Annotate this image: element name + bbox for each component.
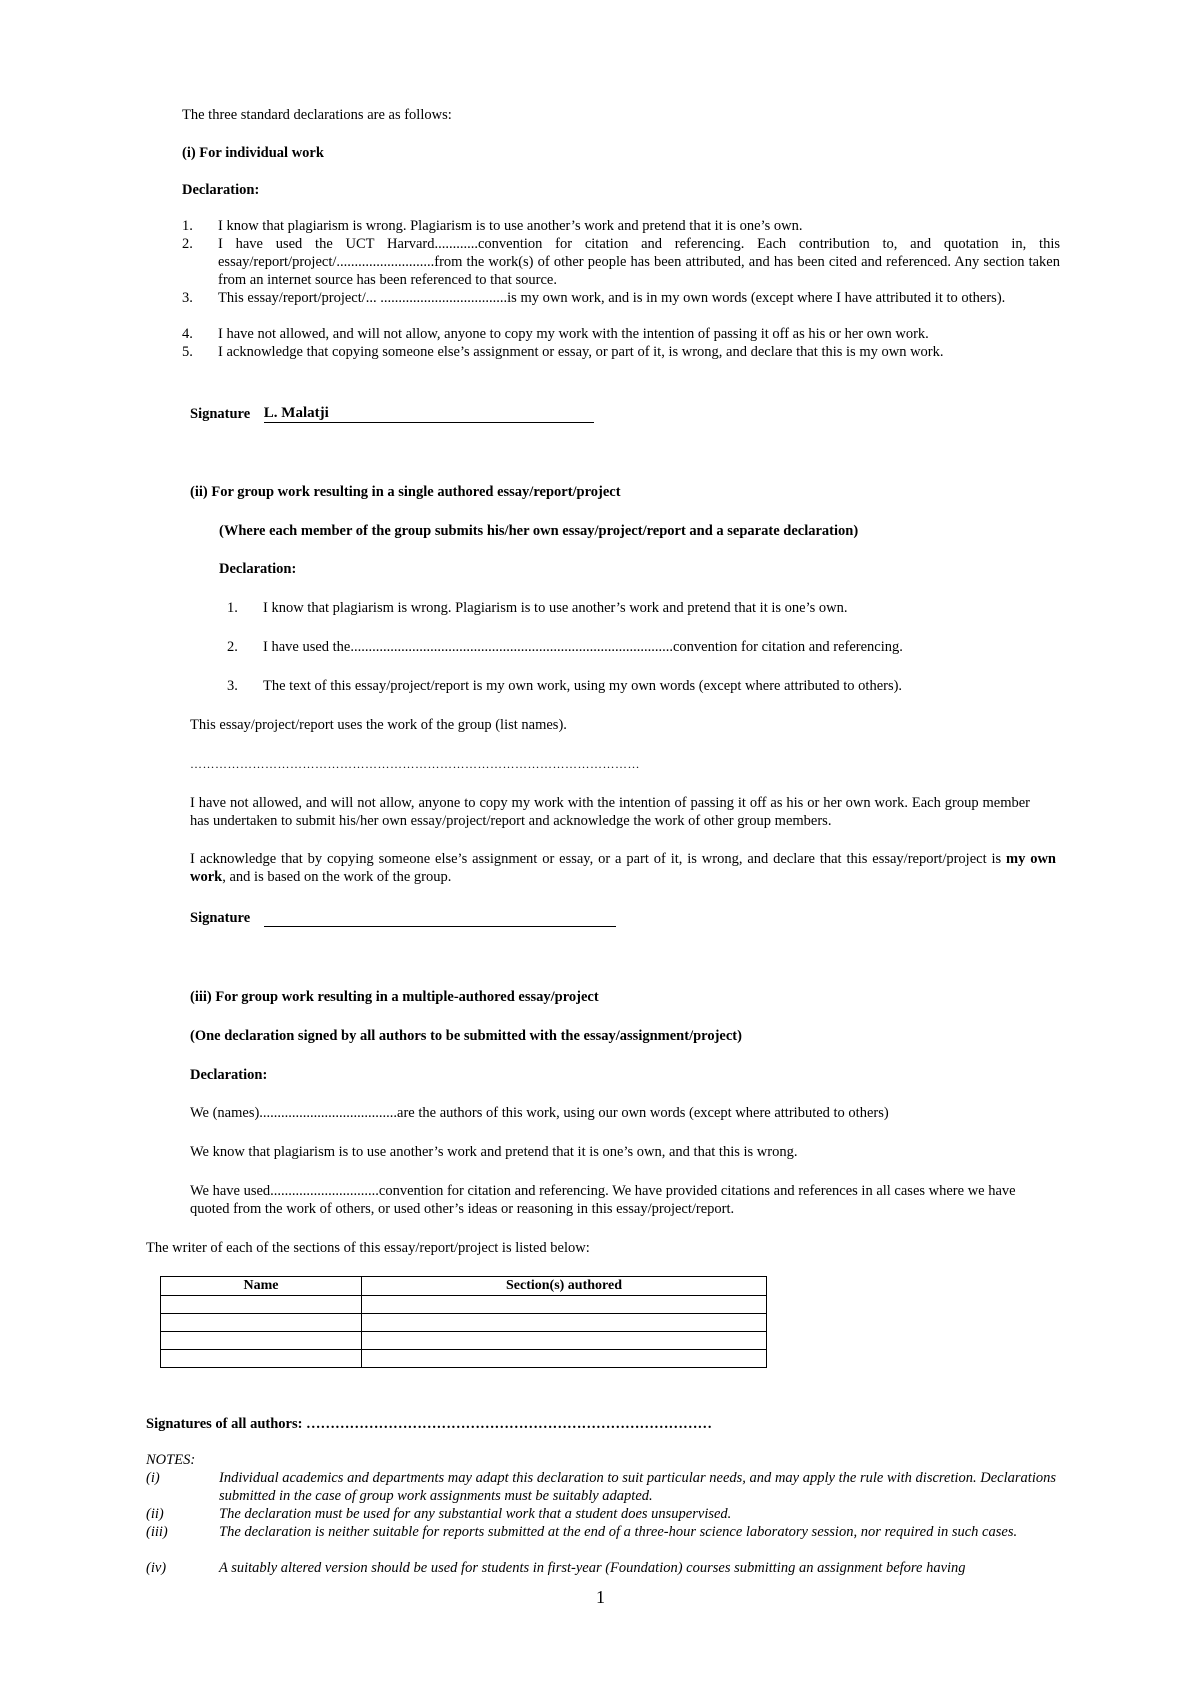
section-3-subheading: (One declaration signed by all authors to be submitted with the essay/assignment/project) <box>190 1028 742 1044</box>
name-cell[interactable] <box>161 1332 362 1350</box>
section-3-convention-text: We have used..............................convention for citation and referencing. We have provided citations and references in all cases where we have quoted from the work of others, or used other’s ideas or reasoning in this essay/project/report. <box>190 1183 1016 1217</box>
list-item: 1. I know that plagiarism is wrong. Plagiarism is to use another’s work and pretend that it is one’s own. <box>182 218 803 234</box>
name-cell[interactable] <box>161 1314 362 1332</box>
table-row[interactable] <box>161 1350 767 1368</box>
sections-cell[interactable] <box>362 1296 767 1314</box>
notes-list <box>146 1469 1056 1577</box>
section-3-plagiarism-text: We know that plagiarism is to use another’s work and pretend that it is one’s own, and that this is wrong. <box>190 1144 798 1160</box>
section-2-group-names-text: This essay/project/report uses the work of the group (list names). <box>190 717 567 733</box>
writers-intro: The writer of each of the sections of this essay/report/project is listed below: <box>146 1240 590 1256</box>
list-item: 4. I have not allowed, and will not allow, anyone to copy my work with the intention of passing it off as his or her own work. <box>182 326 929 342</box>
column-header-name: Name <box>161 1277 362 1296</box>
name-cell[interactable] <box>161 1296 362 1314</box>
list-item: 2. I have used the.........................................................................................convention for citation and referencing. <box>227 639 903 655</box>
section-2-signature: Signature <box>190 908 616 927</box>
note-item: (iii) The declaration is neither suitable for reports submitted at the end of a three-hour science laboratory session, nor required in such cases. <box>146 1524 1018 1540</box>
note-item: (iv) A suitably altered version should be used for students in first-year (Foundation) courses submitting an assignment before having <box>146 1560 966 1576</box>
section-3-names-text: We (names)......................................are the authors of this work, using our own words (except where attributed to others) <box>190 1105 889 1121</box>
section-2-subheading: (Where each member of the group submits his/her own essay/project/report and a separate declaration) <box>219 523 859 539</box>
note-item: (i) Individual academics and departments may adapt this declaration to suit particular needs, and may apply the rule with discretion. Declarations submitted in the case of group work assignments must be suitably adapted. <box>146 1470 1056 1504</box>
signature-value: L. Malatji <box>263 405 329 421</box>
list-item: 3. This essay/report/project/... ...................................is my own work, and is in my own words (except where I have attributed it to others). <box>182 290 1006 306</box>
table-row[interactable] <box>161 1314 767 1332</box>
sections-cell[interactable] <box>362 1350 767 1368</box>
table-header-row <box>161 1277 767 1296</box>
signature-line[interactable] <box>264 908 616 927</box>
section-1-signature: Signature L. Malatji <box>190 404 594 423</box>
name-cell[interactable] <box>161 1350 362 1368</box>
section-2-list <box>219 599 1039 695</box>
section-2-paragraph: I have not allowed, and will not allow, anyone to copy my work with the intention of passing it off as his or her own work. Each group member has undertaken to submit his/her own essay/project/report and acknowledge the work of other group members. <box>190 795 1030 829</box>
notes-label: NOTES: <box>146 1452 196 1468</box>
sections-cell[interactable] <box>362 1314 767 1332</box>
list-item: 2. I have used the UCT Harvard............convention for citation and referencing. Each contribution to, and quotation in, this essay/report/project/...........................from the work(s) of other people has been attributed, and has been cited and referenced. Any section taken from an internet source has been referenced to that source. <box>182 236 1060 288</box>
section-1-declaration-label: Declaration: <box>182 182 260 198</box>
table-row[interactable] <box>161 1296 767 1314</box>
section-1-heading: (i) For individual work <box>182 145 324 161</box>
section-2-dotted-line: ……………………………………………………………………………………………… <box>190 757 640 771</box>
section-2-declaration-label: Declaration: <box>219 561 297 577</box>
sections-table-wrapper <box>160 1276 767 1368</box>
signature-line <box>264 404 594 423</box>
list-item: 1. I know that plagiarism is wrong. Plagiarism is to use another’s work and pretend that it is one’s own. <box>227 600 848 616</box>
table-row[interactable] <box>161 1332 767 1350</box>
section-3-heading: (iii) For group work resulting in a multiple-authored essay/project <box>190 989 599 1005</box>
section-2-heading: (ii) For group work resulting in a single authored essay/report/project <box>190 484 621 500</box>
list-item: 3. The text of this essay/project/report is my own work, using my own words (except where attributed to others). <box>227 678 903 694</box>
section-3-declaration-label: Declaration: <box>190 1067 268 1083</box>
list-item: 5. I acknowledge that copying someone else’s assignment or essay, or part of it, is wrong, and declare that this is my own work. <box>182 344 944 360</box>
sections-cell[interactable] <box>362 1332 767 1350</box>
section-1-list <box>182 217 1060 361</box>
section-2-acknowledgement: I acknowledge that by copying someone else’s assignment or essay, or a part of it, is wrong, and declare that this essay/report/project is my own work, and is based on the work of the group. <box>190 851 1056 885</box>
note-item: (ii) The declaration must be used for any substantial work that a student does unsupervised. <box>146 1506 732 1522</box>
intro-text: The three standard declarations are as follows: <box>182 107 452 123</box>
column-header-sections: Section(s) authored <box>362 1277 767 1296</box>
sections-table <box>160 1276 767 1368</box>
signatures-all-authors: Signatures of all authors: ………………………………………………………………………… <box>146 1416 713 1432</box>
page-number: 1 <box>596 1587 605 1607</box>
